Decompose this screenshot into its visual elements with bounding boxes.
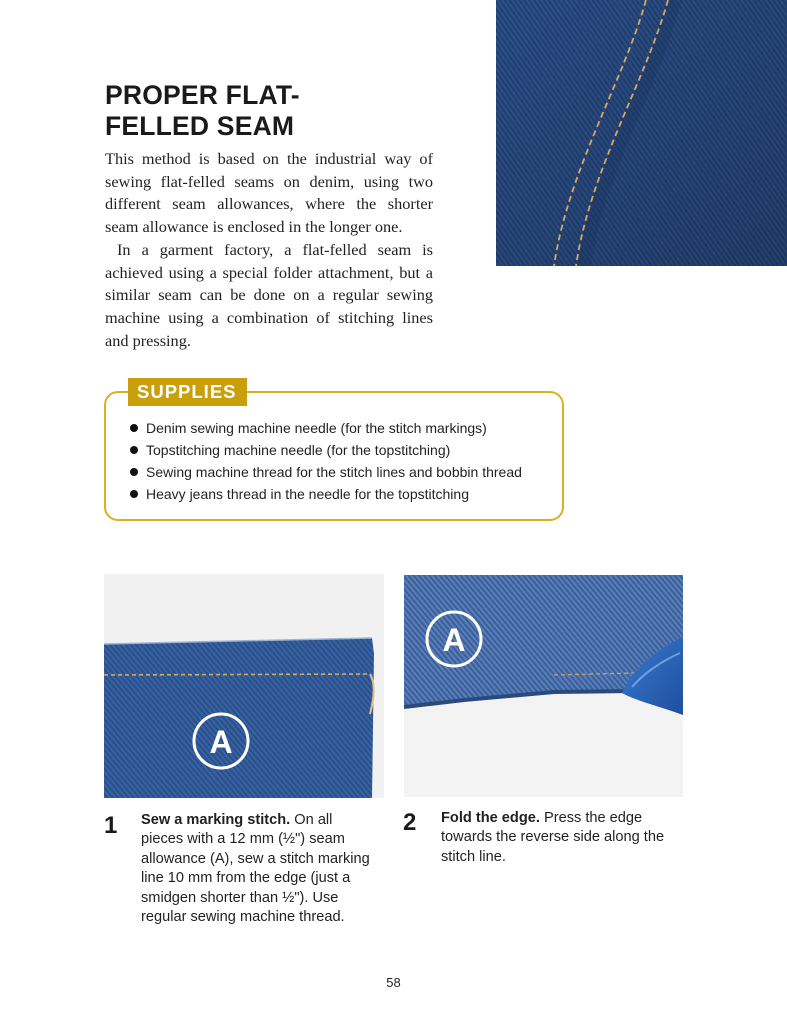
step-2-photo	[404, 575, 683, 797]
title-text: PROPER FLAT- FELLED SEAM	[105, 80, 300, 141]
bullet-icon	[130, 468, 138, 476]
supplies-heading: SUPPLIES	[128, 378, 247, 406]
step-1-number: 1	[104, 812, 118, 839]
list-item	[130, 439, 522, 461]
step-2-number: 2	[403, 809, 417, 836]
intro-text	[105, 148, 433, 352]
step-2-body: Press the edge towards the reverse side along the stitch line.	[441, 810, 665, 865]
list-item-text: Heavy jeans thread in the needle for the topstitching	[146, 486, 469, 502]
page-title	[105, 80, 405, 142]
page-number: 58	[386, 975, 401, 990]
list-item	[130, 483, 522, 505]
step-2-text	[441, 809, 686, 867]
badge-label: A	[209, 724, 233, 760]
intro-paragraph-2: In a garment factory, a flat-felled seam is achieved using a special folder attachment, but a similar seam can be done on a regular sewing machine using a combination of stitching lines and pressing.	[105, 239, 433, 350]
list-item-text: Topstitching machine needle (for the topstitching)	[146, 442, 451, 458]
list-item	[130, 461, 522, 483]
denim-seam-photo	[496, 0, 787, 266]
step-1-lead: Sew a marking stitch.	[141, 812, 291, 828]
list-item-text: Sewing machine thread for the stitch lines and bobbin thread	[146, 464, 522, 480]
step-2-lead: Fold the edge.	[441, 810, 540, 826]
badge-label: A	[442, 622, 466, 658]
list-item	[130, 417, 522, 439]
bullet-icon	[130, 490, 138, 498]
bullet-icon	[130, 424, 138, 432]
step-1-photo	[104, 574, 384, 798]
supplies-list	[130, 417, 522, 505]
step-1-body: On all pieces with a 12 mm (½") seam allowance (A), sew a stitch marking line 10 mm from the edge (just a smidgen shorter than ½"). Use regular sewing machine thread.	[141, 812, 370, 926]
list-item-text: Denim sewing machine needle (for the stitch markings)	[146, 420, 487, 436]
bullet-icon	[130, 446, 138, 454]
intro-paragraph-1: This method is based on the industrial way of sewing flat-felled seams on denim, using two different seam allowances, where the shorter seam allowance is enclosed in the longer one.	[105, 149, 433, 237]
step-1-text	[141, 811, 377, 927]
